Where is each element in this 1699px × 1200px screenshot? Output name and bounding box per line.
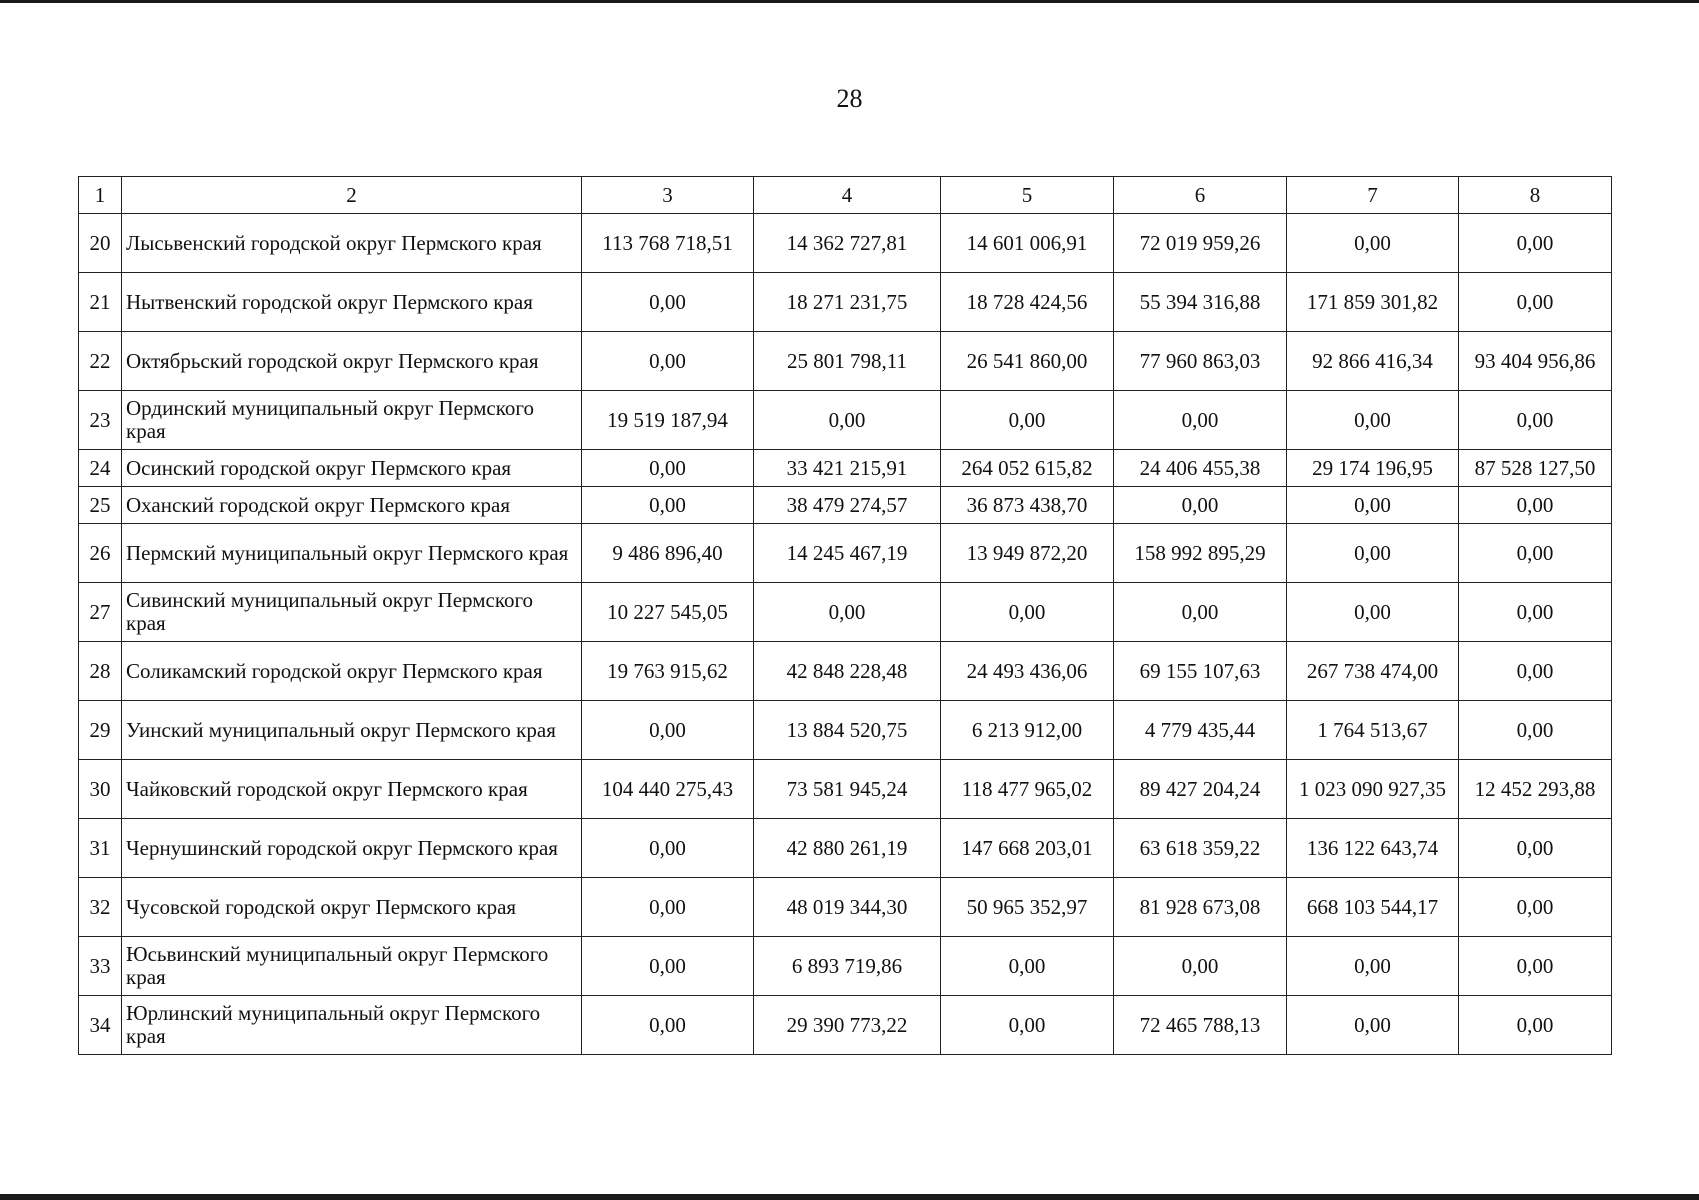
value-cell: 63 618 359,22 bbox=[1114, 819, 1287, 878]
value-cell: 0,00 bbox=[1459, 214, 1612, 273]
table-row bbox=[79, 332, 1612, 391]
value-cell: 6 893 719,86 bbox=[754, 937, 941, 996]
municipality-name: Чайковский городской округ Пермского края bbox=[122, 760, 582, 819]
row-number: 26 bbox=[79, 524, 122, 583]
value-cell: 92 866 416,34 bbox=[1287, 332, 1459, 391]
column-header: 8 bbox=[1459, 177, 1612, 214]
row-number: 30 bbox=[79, 760, 122, 819]
table-row bbox=[79, 701, 1612, 760]
value-cell: 9 486 896,40 bbox=[582, 524, 754, 583]
value-cell: 267 738 474,00 bbox=[1287, 642, 1459, 701]
value-cell: 0,00 bbox=[1287, 996, 1459, 1055]
value-cell: 10 227 545,05 bbox=[582, 583, 754, 642]
value-cell: 33 421 215,91 bbox=[754, 450, 941, 487]
value-cell: 171 859 301,82 bbox=[1287, 273, 1459, 332]
value-cell: 29 390 773,22 bbox=[754, 996, 941, 1055]
page-number: 28 bbox=[836, 84, 863, 113]
value-cell: 0,00 bbox=[1114, 391, 1287, 450]
value-cell: 81 928 673,08 bbox=[1114, 878, 1287, 937]
value-cell: 0,00 bbox=[1459, 524, 1612, 583]
row-number: 21 bbox=[79, 273, 122, 332]
value-cell: 0,00 bbox=[582, 487, 754, 524]
value-cell: 19 763 915,62 bbox=[582, 642, 754, 701]
column-header: 5 bbox=[941, 177, 1114, 214]
value-cell: 0,00 bbox=[582, 937, 754, 996]
value-cell: 0,00 bbox=[1459, 642, 1612, 701]
municipality-name: Чусовской городской округ Пермского края bbox=[122, 878, 582, 937]
row-number: 33 bbox=[79, 937, 122, 996]
table-body bbox=[79, 177, 1612, 1055]
value-cell: 42 848 228,48 bbox=[754, 642, 941, 701]
value-cell: 0,00 bbox=[1459, 391, 1612, 450]
municipality-name: Осинский городской округ Пермского края bbox=[122, 450, 582, 487]
value-cell: 36 873 438,70 bbox=[941, 487, 1114, 524]
value-cell: 0,00 bbox=[582, 450, 754, 487]
value-cell: 0,00 bbox=[1287, 583, 1459, 642]
value-cell: 48 019 344,30 bbox=[754, 878, 941, 937]
value-cell: 264 052 615,82 bbox=[941, 450, 1114, 487]
row-number: 20 bbox=[79, 214, 122, 273]
table-row bbox=[79, 391, 1612, 450]
municipality-name: Юсьвинский муниципальный округ Пермского края bbox=[122, 937, 582, 996]
municipality-name: Пермский муниципальный округ Пермского края bbox=[122, 524, 582, 583]
row-number: 24 bbox=[79, 450, 122, 487]
table-row bbox=[79, 878, 1612, 937]
value-cell: 29 174 196,95 bbox=[1287, 450, 1459, 487]
value-cell: 0,00 bbox=[941, 583, 1114, 642]
row-number: 27 bbox=[79, 583, 122, 642]
value-cell: 93 404 956,86 bbox=[1459, 332, 1612, 391]
municipality-name: Соликамский городской округ Пермского края bbox=[122, 642, 582, 701]
value-cell: 0,00 bbox=[1287, 214, 1459, 273]
value-cell: 24 493 436,06 bbox=[941, 642, 1114, 701]
value-cell: 42 880 261,19 bbox=[754, 819, 941, 878]
value-cell: 668 103 544,17 bbox=[1287, 878, 1459, 937]
value-cell: 0,00 bbox=[1114, 937, 1287, 996]
page-bottom-border bbox=[0, 1194, 1699, 1200]
value-cell: 0,00 bbox=[582, 996, 754, 1055]
page-top-border bbox=[0, 0, 1699, 3]
value-cell: 0,00 bbox=[1459, 583, 1612, 642]
municipality-name: Чернушинский городской округ Пермского края bbox=[122, 819, 582, 878]
value-cell: 6 213 912,00 bbox=[941, 701, 1114, 760]
value-cell: 0,00 bbox=[941, 996, 1114, 1055]
value-cell: 0,00 bbox=[941, 937, 1114, 996]
value-cell: 0,00 bbox=[1287, 524, 1459, 583]
table-row bbox=[79, 214, 1612, 273]
value-cell: 104 440 275,43 bbox=[582, 760, 754, 819]
value-cell: 0,00 bbox=[754, 391, 941, 450]
row-number: 23 bbox=[79, 391, 122, 450]
municipality-name: Ординский муниципальный округ Пермского края bbox=[122, 391, 582, 450]
value-cell: 0,00 bbox=[582, 819, 754, 878]
value-cell: 0,00 bbox=[1114, 583, 1287, 642]
value-cell: 113 768 718,51 bbox=[582, 214, 754, 273]
table-row bbox=[79, 937, 1612, 996]
municipality-name: Октябрьский городской округ Пермского края bbox=[122, 332, 582, 391]
value-cell: 118 477 965,02 bbox=[941, 760, 1114, 819]
value-cell: 0,00 bbox=[1459, 937, 1612, 996]
column-header: 4 bbox=[754, 177, 941, 214]
value-cell: 18 728 424,56 bbox=[941, 273, 1114, 332]
value-cell: 25 801 798,11 bbox=[754, 332, 941, 391]
table-row bbox=[79, 524, 1612, 583]
value-cell: 0,00 bbox=[1459, 487, 1612, 524]
table-row bbox=[79, 996, 1612, 1055]
row-number: 29 bbox=[79, 701, 122, 760]
value-cell: 4 779 435,44 bbox=[1114, 701, 1287, 760]
value-cell: 0,00 bbox=[1287, 391, 1459, 450]
table-row bbox=[79, 583, 1612, 642]
value-cell: 13 949 872,20 bbox=[941, 524, 1114, 583]
value-cell: 72 019 959,26 bbox=[1114, 214, 1287, 273]
column-header: 2 bbox=[122, 177, 582, 214]
value-cell: 26 541 860,00 bbox=[941, 332, 1114, 391]
value-cell: 0,00 bbox=[1459, 996, 1612, 1055]
value-cell: 1 764 513,67 bbox=[1287, 701, 1459, 760]
row-number: 22 bbox=[79, 332, 122, 391]
value-cell: 0,00 bbox=[1459, 273, 1612, 332]
value-cell: 77 960 863,03 bbox=[1114, 332, 1287, 391]
value-cell: 1 023 090 927,35 bbox=[1287, 760, 1459, 819]
table-row bbox=[79, 819, 1612, 878]
value-cell: 87 528 127,50 bbox=[1459, 450, 1612, 487]
value-cell: 14 362 727,81 bbox=[754, 214, 941, 273]
value-cell: 14 601 006,91 bbox=[941, 214, 1114, 273]
value-cell: 18 271 231,75 bbox=[754, 273, 941, 332]
value-cell: 24 406 455,38 bbox=[1114, 450, 1287, 487]
table-header-row bbox=[79, 177, 1612, 214]
value-cell: 50 965 352,97 bbox=[941, 878, 1114, 937]
column-header: 6 bbox=[1114, 177, 1287, 214]
value-cell: 38 479 274,57 bbox=[754, 487, 941, 524]
table-row bbox=[79, 760, 1612, 819]
value-cell: 147 668 203,01 bbox=[941, 819, 1114, 878]
row-number: 32 bbox=[79, 878, 122, 937]
row-number: 31 bbox=[79, 819, 122, 878]
municipality-name: Уинский муниципальный округ Пермского края bbox=[122, 701, 582, 760]
value-cell: 0,00 bbox=[582, 701, 754, 760]
value-cell: 158 992 895,29 bbox=[1114, 524, 1287, 583]
municipality-name: Юрлинский муниципальный округ Пермского края bbox=[122, 996, 582, 1055]
value-cell: 19 519 187,94 bbox=[582, 391, 754, 450]
value-cell: 0,00 bbox=[582, 878, 754, 937]
column-header: 1 bbox=[79, 177, 122, 214]
value-cell: 0,00 bbox=[582, 332, 754, 391]
value-cell: 0,00 bbox=[754, 583, 941, 642]
municipality-name: Нытвенский городской округ Пермского края bbox=[122, 273, 582, 332]
value-cell: 73 581 945,24 bbox=[754, 760, 941, 819]
row-number: 34 bbox=[79, 996, 122, 1055]
value-cell: 0,00 bbox=[1114, 487, 1287, 524]
value-cell: 13 884 520,75 bbox=[754, 701, 941, 760]
value-cell: 136 122 643,74 bbox=[1287, 819, 1459, 878]
value-cell: 55 394 316,88 bbox=[1114, 273, 1287, 332]
table-row bbox=[79, 273, 1612, 332]
row-number: 25 bbox=[79, 487, 122, 524]
row-number: 28 bbox=[79, 642, 122, 701]
value-cell: 0,00 bbox=[582, 273, 754, 332]
value-cell: 0,00 bbox=[1287, 937, 1459, 996]
value-cell: 0,00 bbox=[1287, 487, 1459, 524]
column-header: 7 bbox=[1287, 177, 1459, 214]
municipality-name: Сивинский муниципальный округ Пермского края bbox=[122, 583, 582, 642]
column-header: 3 bbox=[582, 177, 754, 214]
value-cell: 89 427 204,24 bbox=[1114, 760, 1287, 819]
municipality-name: Оханский городской округ Пермского края bbox=[122, 487, 582, 524]
value-cell: 0,00 bbox=[941, 391, 1114, 450]
value-cell: 72 465 788,13 bbox=[1114, 996, 1287, 1055]
data-table bbox=[78, 176, 1612, 1055]
value-cell: 0,00 bbox=[1459, 819, 1612, 878]
municipality-name: Лысьвенский городской округ Пермского края bbox=[122, 214, 582, 273]
table-row bbox=[79, 450, 1612, 487]
value-cell: 14 245 467,19 bbox=[754, 524, 941, 583]
table-row bbox=[79, 642, 1612, 701]
value-cell: 0,00 bbox=[1459, 878, 1612, 937]
table-row bbox=[79, 487, 1612, 524]
value-cell: 0,00 bbox=[1459, 701, 1612, 760]
value-cell: 12 452 293,88 bbox=[1459, 760, 1612, 819]
value-cell: 69 155 107,63 bbox=[1114, 642, 1287, 701]
